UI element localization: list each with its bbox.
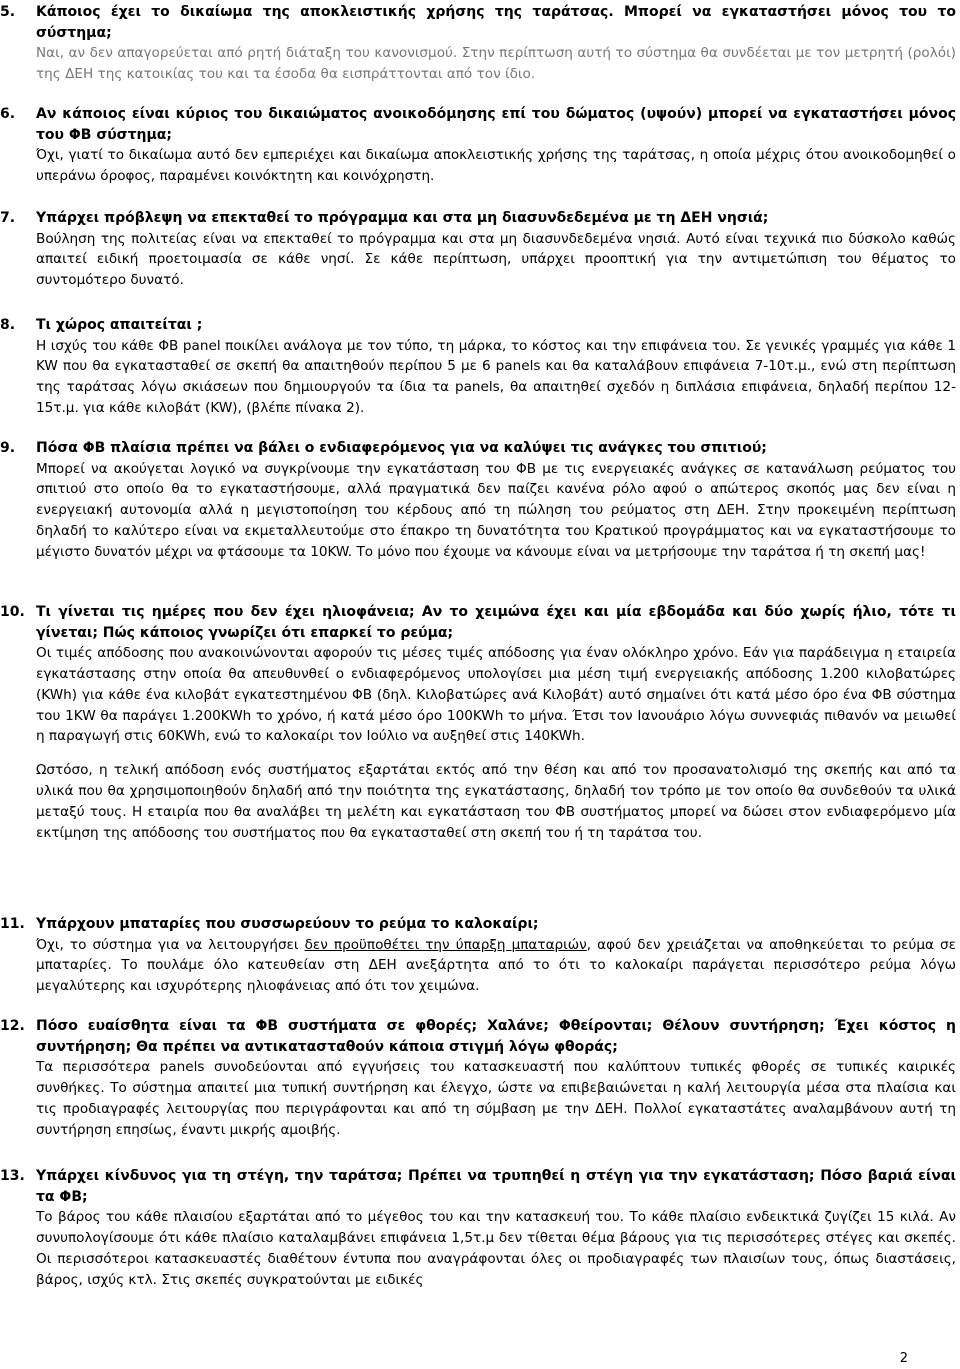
item-body: [36, 315, 956, 419]
faq-item-13: [0, 1166, 960, 1290]
item-question: Τι γίνεται τις ημέρες που δεν έχει ηλιοφάνεια; Αν το χειμώνα έχει και μία εβδομάδα και δύο χωρίς ήλιο, τότε τι γίνεται; Πώς κάποιος γνωρίζει ότι επαρκεί το ρεύμα;: [36, 604, 956, 641]
item-question: Αν κάποιος είναι κύριος του δικαιώματος ανοικοδόμησης επί του δώματος (υψούν) μπορεί να εγκαταστήσει μόνος του ΦΒ σύστημα;: [36, 106, 956, 143]
faq-item-5: [0, 2, 960, 85]
faq-item-12: [0, 1016, 960, 1140]
faq-item-8: [0, 315, 960, 419]
item-body: [36, 104, 956, 187]
item-number: 13.: [0, 1168, 25, 1184]
page-number: 2: [899, 1351, 908, 1366]
item-body: [36, 1016, 956, 1140]
faq-item-9: [0, 438, 960, 563]
item-number: 11.: [0, 916, 25, 932]
item-body: [36, 602, 956, 843]
item-question: Τι χώρος απαιτείται ;: [36, 317, 203, 333]
item-answer: Βούληση της πολιτείας είναι να επεκταθεί το πρόγραμμα και στα μη διασυνδεδεμένα νησιά. Αυτό είναι τεχνικά πιο δύσκολο καθώς απαιτεί ειδική προετοιμασία σε κάθε νησί. Σε κάθε περίπτωση, υπάρχει προοπτική για την αντιμετώπιση του θέματος το συντομότερο δυνατό.: [36, 230, 956, 289]
item-question: Υπάρχει πρόβλεψη να επεκταθεί το πρόγραμμα και στα μη διασυνδεδεμένα με τη ΔΕΗ νησιά;: [36, 210, 769, 226]
item-answer: Η ισχύς του κάθε ΦΒ panel ποικίλει ανάλογα με τον τύπο, τη μάρκα, το κόστος και την επιφάνεια του. Σε γενικές γραμμές για κάθε 1 KW που θα εγκατασταθεί σε σκεπή θα απαιτηθούν περίπου 5 με 6 panels και θα καταλάβουν επιφάνεια 7-10τ.μ., ενώ στη περίπτωση της ταράτσας λόγω σκιάσεων που δημιουργούν τα ίδια τα panels, θα απαιτηθεί σχεδόν η διπλάσια επιφάνεια, δηλαδή περίπου 12-15τ.μ. για κάθε κιλοβάτ (KW), (βλέπε πίνακα 2).: [36, 337, 956, 416]
item-answer: Όχι, γιατί το δικαίωμα αυτό δεν εμπεριέχει και δικαίωμα αποκλειστικής χρήσης της ταράτσας, η οποία μέχρις ότου ανοικοδομηθεί ο υπεράνω όροφος, παραμένει κοινόκτητη και κοινόχρηστη.: [36, 147, 956, 184]
item-question: Υπάρχουν μπαταρίες που συσσωρεύουν το ρεύμα το καλοκαίρι;: [36, 916, 539, 932]
item-body: [36, 914, 956, 997]
item-answer: Τα περισσότερα panels συνοδεύονται από εγγυήσεις του κατασκευαστή που καλύπτουν τυπικές φθορές σε τυπικές καιρικές συνθήκες. Το σύστημα απαιτεί μια τυπική συντήρηση και έλεγχο, ώστε να επιβεβαιώνεται η καλή λειτουργία μέσα στα πλαίσια και τις προδιαγραφές λειτουργίας που περιγράφονται και από τη σύμβαση με την ΔΕΗ. Πολλοί εγκαταστάτες αναλαμβάνουν αυτή τη συντήρηση επησίως, έναντι μικρής αμοιβής.: [36, 1059, 956, 1138]
item-question: Πόσο ευαίσθητα είναι τα ΦΒ συστήματα σε φθορές; Χαλάνε; Φθείρονται; Θέλουν συντήρηση; Έχει κόστος η συντήρηση; Θα πρέπει να αντικατασταθούν κάποια στιγμή λόγω φθοράς;: [36, 1018, 956, 1055]
item-question: Υπάρχει κίνδυνος για τη στέγη, την ταράτσα; Πρέπει να τρυπηθεί η στέγη για την εγκατάσταση; Πόσο βαριά είναι τα ΦΒ;: [36, 1168, 956, 1205]
item-number: 6.: [0, 106, 16, 122]
item-body: [36, 208, 956, 291]
answer-text: Όχι, το σύστημα για να λειτουργήσει: [36, 936, 305, 953]
item-body: [36, 2, 956, 85]
item-number: 7.: [0, 210, 16, 226]
item-question: Πόσα ΦΒ πλαίσια πρέπει να βάλει ο ενδιαφερόμενος για να καλύψει τις ανάγκες του σπιτιού;: [36, 440, 767, 456]
faq-item-10: [0, 602, 960, 843]
item-answer-continued: Ωστόσο, η τελική απόδοση ενός συστήματος εξαρτάται εκτός από την θέση και από τον προσανατολισμό της σκεπής και από τα υλικά που θα χρησιμοποιηθούν δηλαδή από την ποιότητα της εγκατάστασης, δηλαδή τον τρόπο με τον οποίο θα συνδεθούν τα υλικά μεταξύ τους. Η εταιρία που θα αναλάβει τη μελέτη και εγκατάσταση του ΦΒ συστήματος μπορεί να δώσει στον ενδιαφερόμενο μία εκτίμηση της απόδοσης του συστήματος που θα εγκατασταθεί στη σκεπή του ή τη ταράτσα του.: [36, 762, 956, 841]
item-number: 10.: [0, 604, 25, 620]
item-answer: Ναι, αν δεν απαγορεύεται από ρητή διάταξη του κανονισμού. Στην περίπτωση αυτή το σύστημα θα συνδέεται με τον μετρητή (ρολόι) της ΔΕΗ της κατοικίας του και τα έσοδα θα εισπράττονται από τον ίδιο.: [36, 45, 956, 82]
faq-item-7: [0, 208, 960, 291]
item-answer: Οι τιμές απόδοσης που ανακοινώνονται αφορούν τις μέσες τιμές απόδοσης για έναν ολόκληρο χρόνο. Εάν για παράδειγμα η εταιρεία εγκατάστασης στην οποία θα απευθυνθεί ο ενδιαφερόμενος υπολογίσει μια μέση τιμή ενεργειακής απόδοσης 1.200 κιλοβατώρες (KWh) για κάθε ένα κιλοβάτ εγκατεστημένου ΦΒ (δηλ. Κιλοβατώρες ανά Κιλοβάτ) αυτό σημαίνει ότι κατά μέσο όρο ένα ΦΒ σύστημα του 1KW θα παράγει 1.200KWh το χρόνο, ή κατά μέσο όρο 100KWh το μήνα. Έτσι τον Ιανουάριο λόγω συννεφιάς πιθανόν να μειωθεί η παραγωγή στις 60KWh, ενώ το καλοκαίρι τον Ιούλιο να αυξηθεί στις 140KWh.: [36, 645, 956, 745]
item-number: 12.: [0, 1018, 25, 1034]
faq-item-6: [0, 104, 960, 187]
item-number: 9.: [0, 440, 16, 456]
underlined-phrase: δεν προϋποθέτει την ύπαρξη μπαταριών: [304, 936, 587, 953]
faq-item-11: [0, 914, 960, 997]
item-question: Κάποιος έχει το δικαίωμα της αποκλειστικής χρήσης της ταράτσας. Μπορεί να εγκαταστήσει μόνος του το σύστημα;: [36, 4, 956, 41]
item-number: 8.: [0, 317, 16, 333]
item-answer: [36, 935, 956, 997]
item-answer: Μπορεί να ακούγεται λογικό να συγκρίνουμε την εγκατάσταση του ΦΒ με τις ενεργειακές ανάγκες σε κατανάλωση ρεύματος του σπιτιού στο οποίο θα το εγκαταστήσουμε, αλλά πραγματικά δεν παίζει κανένα ρόλο αφού ο απώτερος σκοπός μας δεν είναι η ενεργειακή αυτονομία αλλά η μεγιστοποίηση του κέρδους από τη πώληση του ρεύματος στη ΔΕΗ. Στην προκειμένη περίπτωση δηλαδή το καλύτερο είναι να εκμεταλλευτούμε στο έπακρο τη δυνατότητα του Κρατικού προγράμματος και να εγκαταστήσουμε το μέγιστο δυνατόν μέχρι να φτάσουμε τα 10KW. Το μόνο που έχουμε να κάνουμε είναι να μετρήσουμε την ταράτσα ή τη σκεπή μας!: [36, 460, 956, 560]
answer-text: , αφού δεν χρειάζεται να αποθηκεύεται το ρεύμα σε μπαταρίες. Το πουλάμε όλο κατευθείαν στη ΔΕΗ ανεξάρτητα από το ότι το καλοκαίρι παράγεται περισσότερο ρεύμα λόγω μεγαλύτερης και ισχυρότερης ηλιοφάνειας από ότι τον χειμώνα.: [36, 936, 956, 995]
item-body: [36, 438, 956, 563]
item-answer: Το βάρος του κάθε πλαισίου εξαρτάται από το μέγεθος του και την κατασκευή του. Το κάθε πλαίσιο ενδεικτικά ζυγίζει 15 κιλά. Αν συνυπολογίσουμε ότι κάθε πλαίσιο καταλαμβάνει επιφάνεια 1,5τ.μ δεν τίθεται θέμα βάρους για τις περισσότερες στέγες και σκεπές. Οι περισσότεροι κατασκευαστές διαθέτουν έντυπα που αναγράφονται όλες οι προδιαγραφές των πλαισίων τους, όπως διαστάσεις, βάρος, ισχύς κτλ. Στις σκεπές συγκρατούνται με ειδικές: [36, 1209, 956, 1288]
item-number: 5.: [0, 4, 16, 20]
item-body: [36, 1166, 956, 1290]
